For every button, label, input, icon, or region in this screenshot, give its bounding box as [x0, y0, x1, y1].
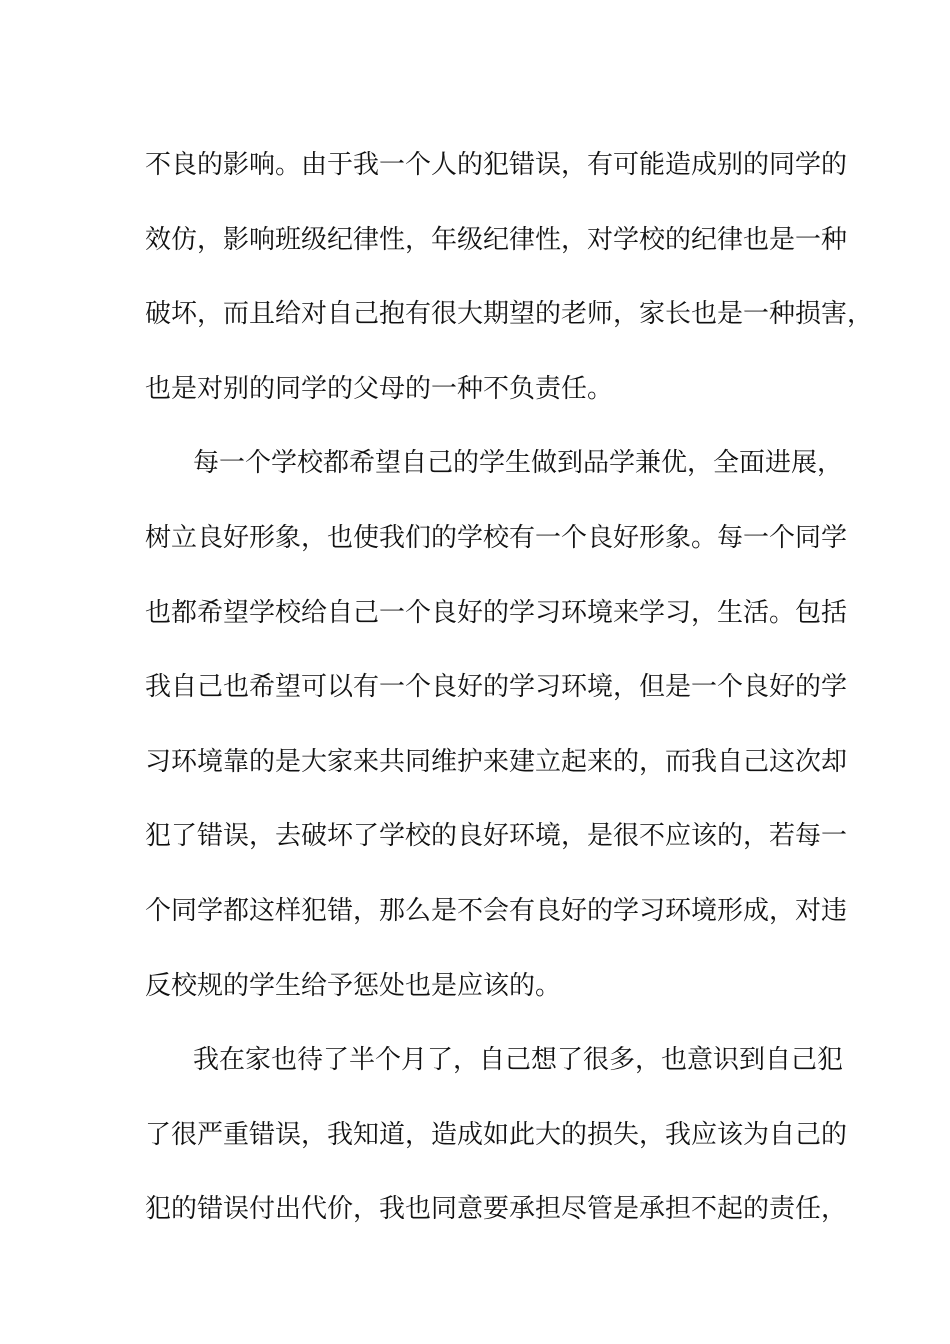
text-line: 不良的影响。由于我一个人的犯错误，有可能造成别的同学的	[145, 150, 848, 180]
text-line: 破坏，而且给对自己抱有很大期望的老师，家长也是一种损害，	[145, 299, 874, 330]
paragraph-first-line: 我在家也待了半个月了，自己想了很多，也意识到自己犯	[193, 1045, 844, 1076]
text-line: 犯了错误，去破坏了学校的良好环境，是很不应该的，若每一	[145, 821, 848, 852]
text-line: 也都希望学校给自己一个良好的学习环境来学习，生活。包括	[145, 597, 848, 628]
text-line: 习环境靠的是大家来共同维护来建立起来的，而我自己这次却	[145, 746, 848, 777]
text-line: 树立良好形象，也使我们的学校有一个良好形象。每一个同学	[145, 522, 848, 553]
paragraph-first-line: 每一个学校都希望自己的学生做到品学兼优，全面进展，	[193, 448, 844, 479]
text-line: 个同学都这样犯错，那么是不会有良好的学习环境形成，对违	[145, 895, 848, 926]
text-line: 效仿，影响班级纪律性，年级纪律性，对学校的纪律也是一种	[145, 224, 848, 255]
text-line: 了很严重错误，我知道，造成如此大的损失，我应该为自己的	[145, 1119, 848, 1150]
body-text	[145, 128, 874, 1247]
text-line: 犯的错误付出代价，我也同意要承担尽管是承担不起的责任，	[145, 1194, 848, 1225]
text-line: 也是对别的同学的父母的一种不负责任。	[145, 373, 614, 404]
text-line: 反校规的学生给予惩处也是应该的。	[145, 970, 562, 1001]
text-line: 我自己也希望可以有一个良好的学习环境，但是一个良好的学	[145, 672, 848, 703]
